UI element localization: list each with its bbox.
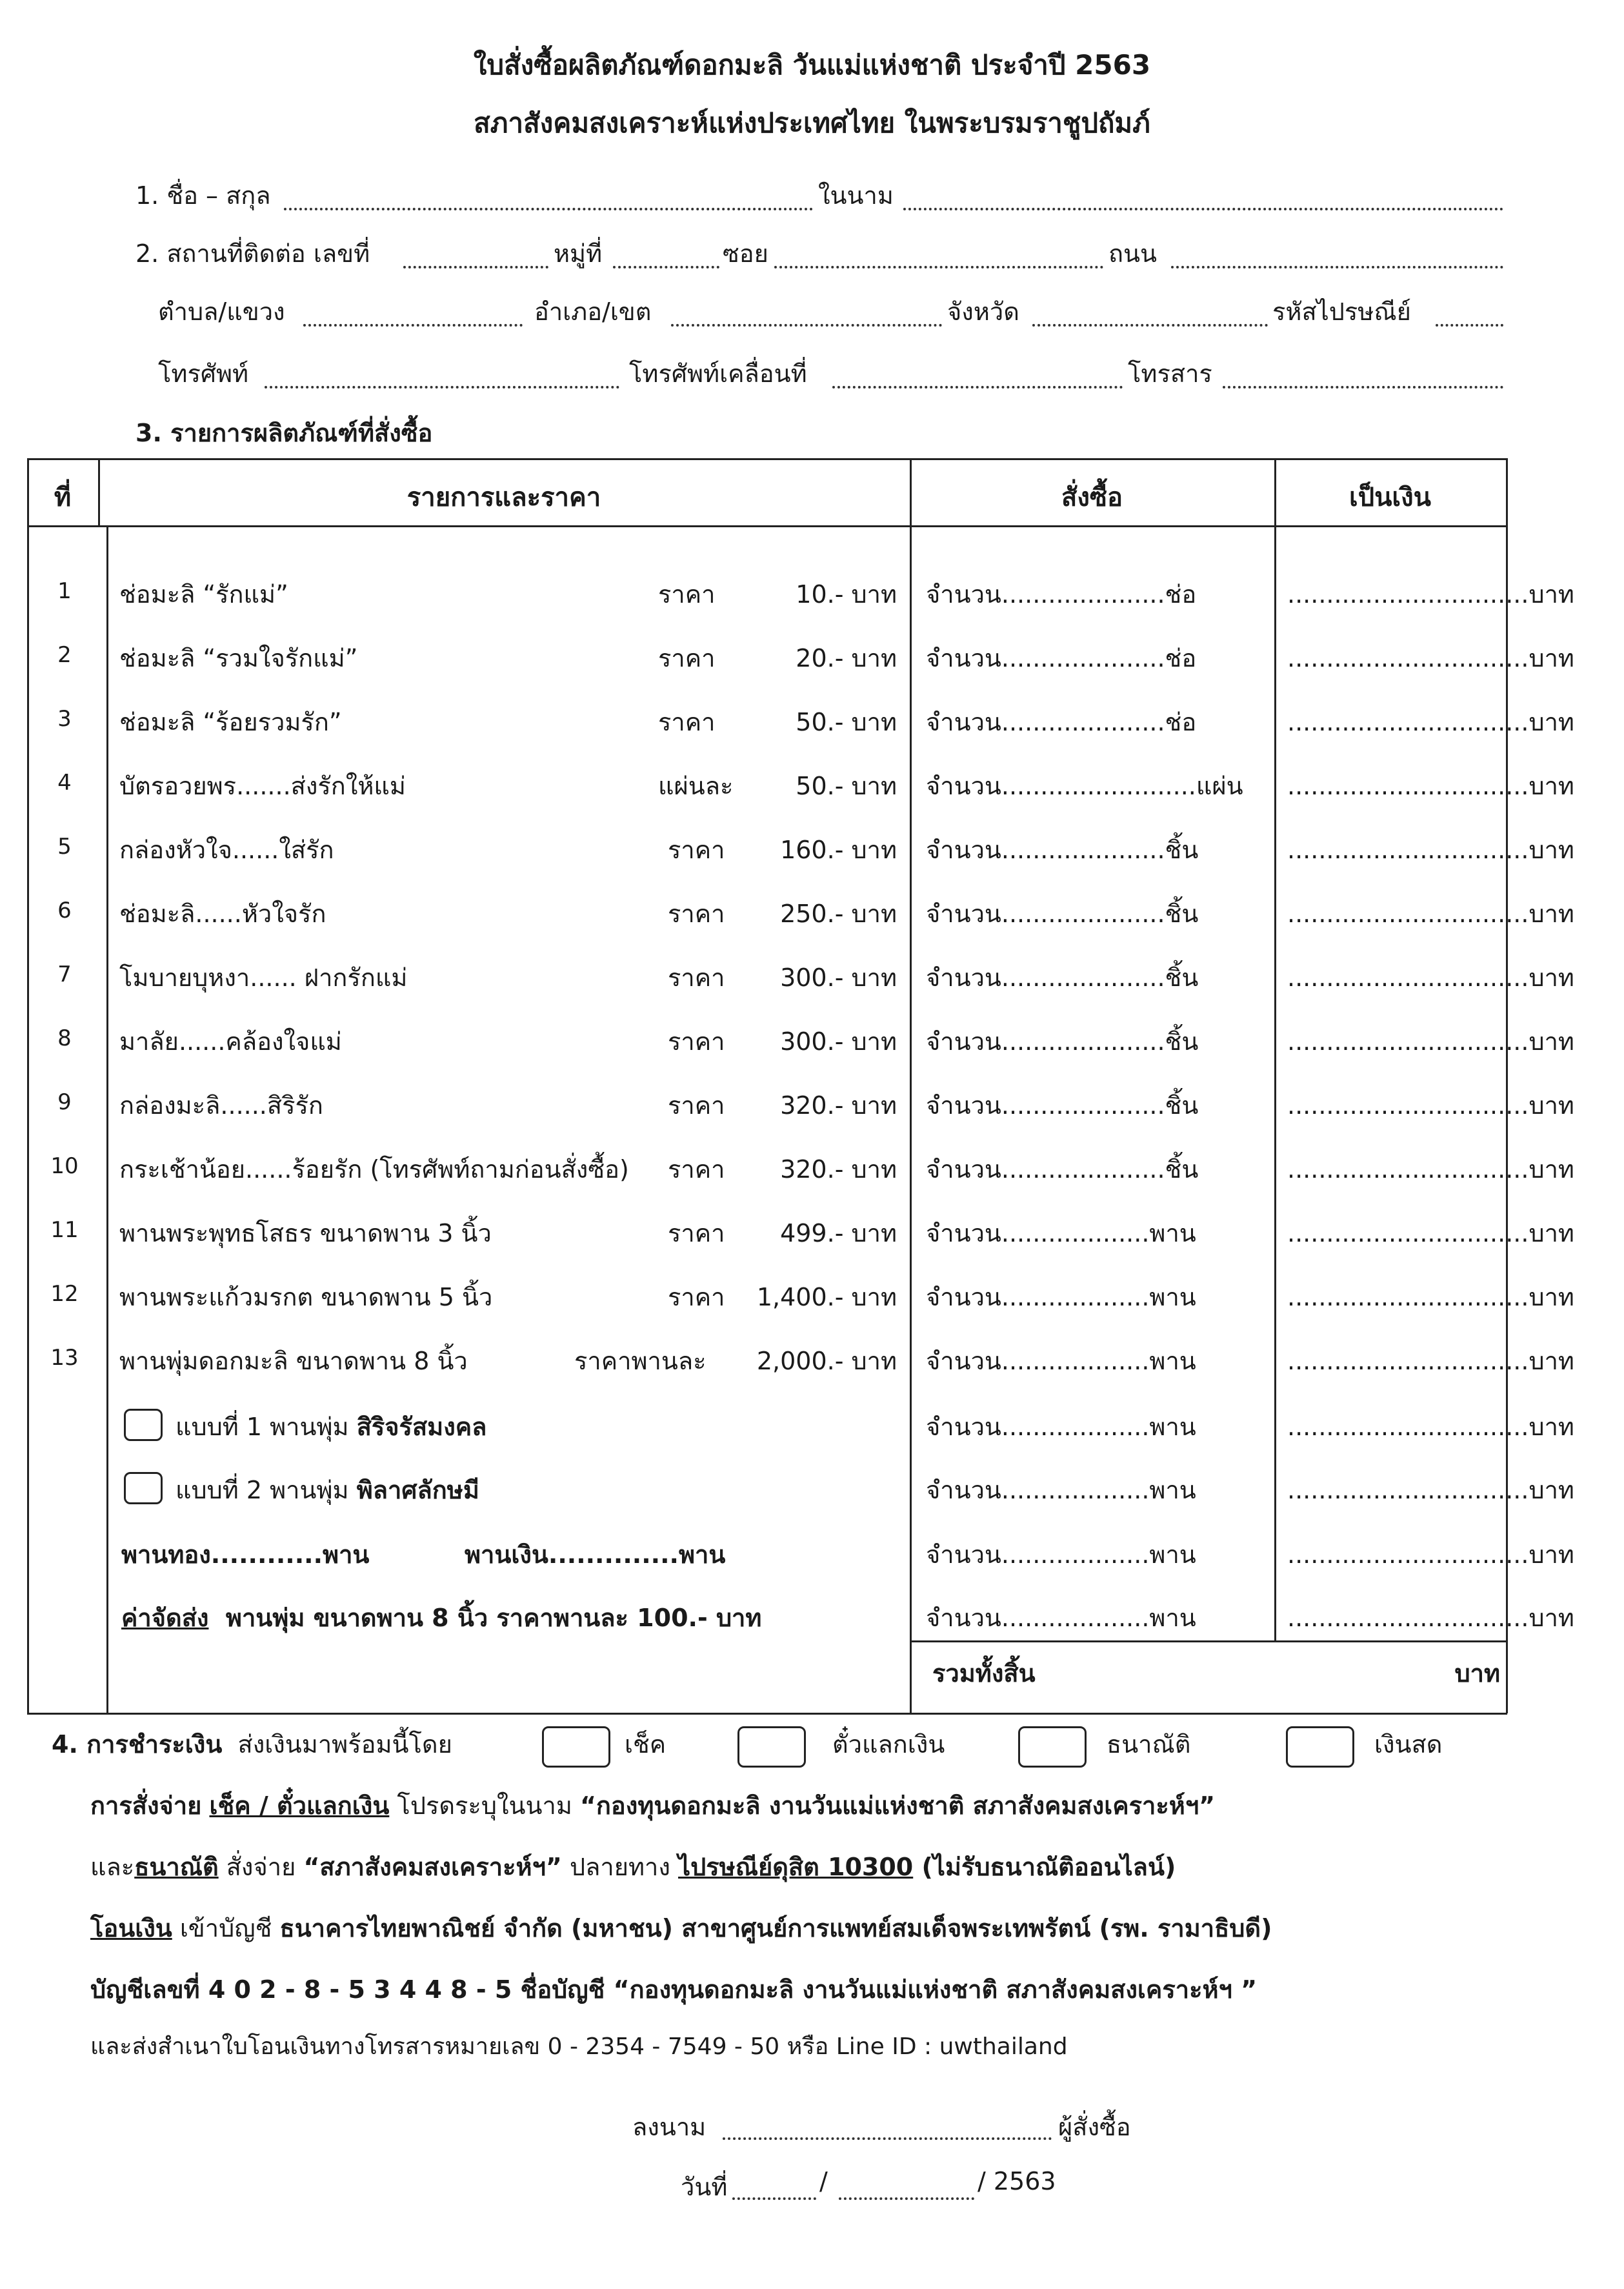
row-item-name: ช่อมะลิ......หัวใจรัก <box>119 900 326 928</box>
moo-label: หมู่ที่ <box>554 239 603 268</box>
money-order-checkbox[interactable] <box>1018 1726 1087 1768</box>
table-left-border <box>27 458 29 1713</box>
address-label: 2. สถานที่ติดต่อ เลขที่ <box>135 239 370 268</box>
buyer-label: ผู้สั่งซื้อ <box>1058 2113 1131 2141</box>
row-amount[interactable]: ...............................บาท <box>1287 1219 1574 1247</box>
row-number: 5 <box>57 834 72 860</box>
option1-text: แบบที่ 1 พานพุ่ม สิริจรัสมงคล <box>175 1413 487 1441</box>
phone-label: โทรศัพท์ <box>158 359 249 388</box>
row-price: 300.- บาท <box>780 963 897 992</box>
row-item-name: พานพระพุทธโสธร ขนาดพาน 3 นิ้ว <box>119 1219 492 1247</box>
row-price: 20.- บาท <box>796 644 897 672</box>
row-qty[interactable]: จำนวน.....................ช่อ <box>926 580 1197 609</box>
shipping-row: ค่าจัดส่ง พานพุ่ม ขนาดพาน 8 นิ้ว ราคาพานละ 100.- บาท <box>121 1604 762 1632</box>
draft-label: ตั๋วแลกเงิน <box>832 1730 945 1759</box>
option2-qty[interactable]: จำนวน...................พาน <box>926 1476 1196 1504</box>
date-separator: / <box>819 2167 828 2195</box>
row-price: 2,000.- บาท <box>756 1347 897 1375</box>
silver-tray-label: พานเงิน..............พาน <box>465 1540 726 1569</box>
row-qty[interactable]: จำนวน.....................ชิ้น <box>926 963 1199 992</box>
cash-checkbox[interactable] <box>1286 1726 1354 1768</box>
row-item-name: พานพุ่มดอกมะลิ ขนาดพาน 8 นิ้ว <box>119 1347 468 1375</box>
row-price: 1,400.- บาท <box>756 1283 897 1311</box>
tray-type-amount[interactable]: ...............................บาท <box>1287 1540 1574 1569</box>
moo-field[interactable] <box>613 266 719 268</box>
row-qty[interactable]: จำนวน.....................ชิ้น <box>926 900 1199 928</box>
table-col1-divider <box>106 525 108 1713</box>
row-number: 9 <box>57 1089 72 1115</box>
gold-tray-label: พานทอง............พาน <box>121 1540 370 1569</box>
total-label: รวมทั้งสิ้น <box>932 1659 1036 1688</box>
tray-type-qty[interactable]: จำนวน...................พาน <box>926 1540 1196 1569</box>
row-amount[interactable]: ...............................บาท <box>1287 580 1574 609</box>
row-qty[interactable]: จำนวน...................พาน <box>926 1347 1196 1375</box>
subdistrict-field[interactable] <box>303 324 523 327</box>
row-amount[interactable]: ...............................บาท <box>1287 708 1574 736</box>
date-year: / 2563 <box>977 2167 1056 2195</box>
table-col2-divider <box>910 458 912 1713</box>
postcode-label: รหัสไปรษณีย์ <box>1272 297 1411 326</box>
cash-label: เงินสด <box>1374 1730 1443 1759</box>
table-bottom-left-border <box>27 1713 911 1715</box>
row-price-label: ราคาพานละ <box>574 1347 707 1375</box>
row-price-label: ราคา <box>668 963 725 992</box>
payment-line-money-order: และธนาณัติ สั่งจ่าย “สภาสังคมสงเคราะห์ฯ” ปลายทาง ไปรษณีย์ดุสิต 10300 (ไม่รับธนาณัติออนไลน์) <box>90 1853 1176 1881</box>
row-price-label: ราคา <box>668 900 725 928</box>
header-no: ที่ <box>54 483 72 512</box>
row-price: 320.- บาท <box>780 1091 897 1120</box>
row-qty[interactable]: จำนวน...................พาน <box>926 1283 1196 1311</box>
option2-text: แบบที่ 2 พานพุ่ม พิลาศลักษมี <box>175 1476 479 1504</box>
row-number: 13 <box>50 1345 79 1371</box>
date-label: วันที่ <box>681 2173 728 2201</box>
row-price: 10.- บาท <box>796 580 897 609</box>
row-price-label: ราคา <box>658 580 716 609</box>
row-amount[interactable]: ...............................บาท <box>1287 836 1574 864</box>
row-price-label: ราคา <box>668 1091 725 1120</box>
on-behalf-label: ในนาม <box>818 181 894 210</box>
row-amount[interactable]: ...............................บาท <box>1287 900 1574 928</box>
shipping-amount[interactable]: ...............................บาท <box>1287 1604 1574 1632</box>
row-item-name: ช่อมะลิ “รักแม่” <box>119 580 288 609</box>
mobile-label: โทรศัพท์เคลื่อนที่ <box>629 359 807 388</box>
row-number: 3 <box>57 706 72 732</box>
row-number: 12 <box>50 1281 79 1307</box>
cheque-checkbox[interactable] <box>542 1726 610 1768</box>
district-field[interactable] <box>671 324 942 327</box>
name-field[interactable] <box>284 208 813 210</box>
row-number: 8 <box>57 1025 72 1051</box>
district-label: อำเภอ/เขต <box>534 297 652 326</box>
row-amount[interactable]: ...............................บาท <box>1287 1283 1574 1311</box>
row-price-label: ราคา <box>668 1155 725 1184</box>
row-number: 10 <box>50 1153 79 1179</box>
row-item-name: พานพระแก้วมรกต ขนาดพาน 5 นิ้ว <box>119 1283 493 1311</box>
payment-line-fax: และส่งสำเนาใบโอนเงินทางโทรสารหมายเลข 0 - 2354 - 7549 - 50 หรือ Line ID : uwthailand <box>90 2033 1068 2060</box>
payment-line-cheque: การสั่งจ่าย เช็ค / ตั๋วแลกเงิน โปรดระบุในนาม “กองทุนดอกมะลิ งานวันแม่แห่งชาติ สภาสังคมสงเคราะห์ฯ” <box>90 1791 1216 1820</box>
row-number: 4 <box>57 770 72 796</box>
option1-amount[interactable]: ...............................บาท <box>1287 1413 1574 1441</box>
subdistrict-label: ตำบล/แขวง <box>158 297 285 326</box>
row-amount[interactable]: ...............................บาท <box>1287 772 1574 800</box>
road-field[interactable] <box>1171 266 1503 268</box>
money-order-label: ธนาณัติ <box>1107 1730 1191 1759</box>
row-item-name: ช่อมะลิ “ร้อยรวมรัก” <box>119 708 342 736</box>
row-amount[interactable]: ...............................บาท <box>1287 1027 1574 1056</box>
row-price-label: ราคา <box>668 1219 725 1247</box>
page-title: ใบสั่งซื้อผลิตภัณฑ์ดอกมะลิ วันแม่แห่งชาติ ประจำปี 2563 <box>473 49 1151 81</box>
row-price: 160.- บาท <box>780 836 897 864</box>
option2-amount[interactable]: ...............................บาท <box>1287 1476 1574 1504</box>
row-item-name: กล่องมะลิ......สิริรัก <box>119 1091 323 1120</box>
row-price: 499.- บาท <box>780 1219 897 1247</box>
fax-label: โทรสาร <box>1128 359 1212 388</box>
row-qty[interactable]: จำนวน.........................แผ่น <box>926 772 1243 800</box>
row-price-label: ราคา <box>668 1027 725 1056</box>
row-qty[interactable]: จำนวน.....................ช่อ <box>926 708 1197 736</box>
row-price-label: แผ่นละ <box>658 772 734 800</box>
soi-label: ซอย <box>723 239 768 268</box>
row-number: 7 <box>57 962 72 987</box>
row-qty[interactable]: จำนวน.....................ชิ้น <box>926 1091 1199 1120</box>
date-day-field[interactable] <box>732 2197 816 2200</box>
mobile-field[interactable] <box>832 386 1123 388</box>
row-price-label: ราคา <box>658 644 716 672</box>
row-qty[interactable]: จำนวน.....................ชิ้น <box>926 1027 1199 1056</box>
fax-field[interactable] <box>1223 386 1503 388</box>
sign-field[interactable] <box>723 2137 1052 2140</box>
row-amount[interactable]: ...............................บาท <box>1287 1347 1574 1375</box>
shipping-qty[interactable]: จำนวน...................พาน <box>926 1604 1196 1632</box>
row-price: 250.- บาท <box>780 900 897 928</box>
option1-checkbox[interactable] <box>124 1409 163 1441</box>
items-heading: 3. รายการผลิตภัณฑ์ที่สั่งซื้อ <box>135 419 433 447</box>
row-price-label: ราคา <box>658 708 716 736</box>
row-number: 2 <box>57 642 72 668</box>
row-price: 300.- บาท <box>780 1027 897 1056</box>
row-amount[interactable]: ...............................บาท <box>1287 1155 1574 1184</box>
payment-line-transfer: โอนเงิน เข้าบัญชี ธนาคารไทยพาณิชย์ จำกัด (มหาชน) สาขาศูนย์การแพทย์สมเด็จพระเทพรัตน์ (รพ. รามาธิบดี) <box>90 1914 1272 1942</box>
row-price: 50.- บาท <box>796 772 897 800</box>
option2-checkbox[interactable] <box>124 1472 163 1504</box>
payment-heading: 4. การชำระเงิน ส่งเงินมาพร้อมนี้โดย <box>52 1730 452 1759</box>
header-order: สั่งซื้อ <box>1061 483 1123 512</box>
sign-label: ลงนาม <box>632 2113 707 2141</box>
on-behalf-field[interactable] <box>903 208 1503 210</box>
postcode-field[interactable] <box>1436 324 1503 327</box>
draft-checkbox[interactable] <box>737 1726 806 1768</box>
province-label: จังหวัด <box>947 297 1019 326</box>
payment-line-account: บัญชีเลขที่ 4 0 2 - 8 - 5 3 4 4 8 - 5 ชื่อบัญชี “กองทุนดอกมะลิ งานวันแม่แห่งชาติ สภาสังคมสงเคราะห์ฯ ” <box>90 1975 1258 2004</box>
row-amount[interactable]: ...............................บาท <box>1287 1091 1574 1120</box>
row-price: 50.- บาท <box>796 708 897 736</box>
row-qty[interactable]: จำนวน...................พาน <box>926 1219 1196 1247</box>
soi-field[interactable] <box>774 266 1103 268</box>
row-amount[interactable]: ...............................บาท <box>1287 963 1574 992</box>
cheque-label: เช็ค <box>625 1730 667 1759</box>
date-month-field[interactable] <box>839 2197 974 2200</box>
row-qty[interactable]: จำนวน.....................ชิ้น <box>926 1155 1199 1184</box>
row-item-name: มาลัย......คล้องใจแม่ <box>119 1027 342 1056</box>
row-item-name: กล่องหัวใจ......ใส่รัก <box>119 836 334 864</box>
table-bottom-right-border <box>911 1713 1507 1715</box>
row-qty[interactable]: จำนวน.....................ช่อ <box>926 644 1197 672</box>
header-item: รายการและราคา <box>406 483 601 512</box>
table-col3-divider <box>1274 458 1276 1642</box>
table-total-top-border <box>911 1640 1507 1642</box>
row-item-name: โมบายบุหงา...... ฝากรักแม่ <box>119 963 408 992</box>
province-field[interactable] <box>1032 324 1268 327</box>
row-item-name: ช่อมะลิ “รวมใจรักแม่” <box>119 644 358 672</box>
row-price-label: ราคา <box>668 836 725 864</box>
row-number: 1 <box>57 578 72 604</box>
table-top-border <box>27 458 1507 460</box>
row-amount[interactable]: ...............................บาท <box>1287 644 1574 672</box>
row-price-label: ราคา <box>668 1283 725 1311</box>
row-item-name: กระเช้าน้อย......ร้อยรัก (โทรศัพท์ถามก่อนสั่งซื้อ) <box>119 1155 629 1184</box>
row-number: 11 <box>50 1217 79 1243</box>
house-no-field[interactable] <box>403 266 548 268</box>
phone-field[interactable] <box>265 386 619 388</box>
row-item-name: บัตรอวยพร.......ส่งรักให้แม่ <box>119 772 406 800</box>
option1-qty[interactable]: จำนวน...................พาน <box>926 1413 1196 1441</box>
row-number: 6 <box>57 898 72 923</box>
row-qty[interactable]: จำนวน.....................ชิ้น <box>926 836 1199 864</box>
name-label: 1. ชื่อ – สกุล <box>135 181 271 210</box>
header-amount: เป็นเงิน <box>1349 483 1431 512</box>
total-unit: บาท <box>1454 1659 1500 1688</box>
page-subtitle: สภาสังคมสงเคราะห์แห่งประเทศไทย ในพระบรมราชูปถัมภ์ <box>474 107 1150 139</box>
road-label: ถนน <box>1108 239 1157 268</box>
row-price: 320.- บาท <box>780 1155 897 1184</box>
table-header-border <box>27 525 1507 527</box>
